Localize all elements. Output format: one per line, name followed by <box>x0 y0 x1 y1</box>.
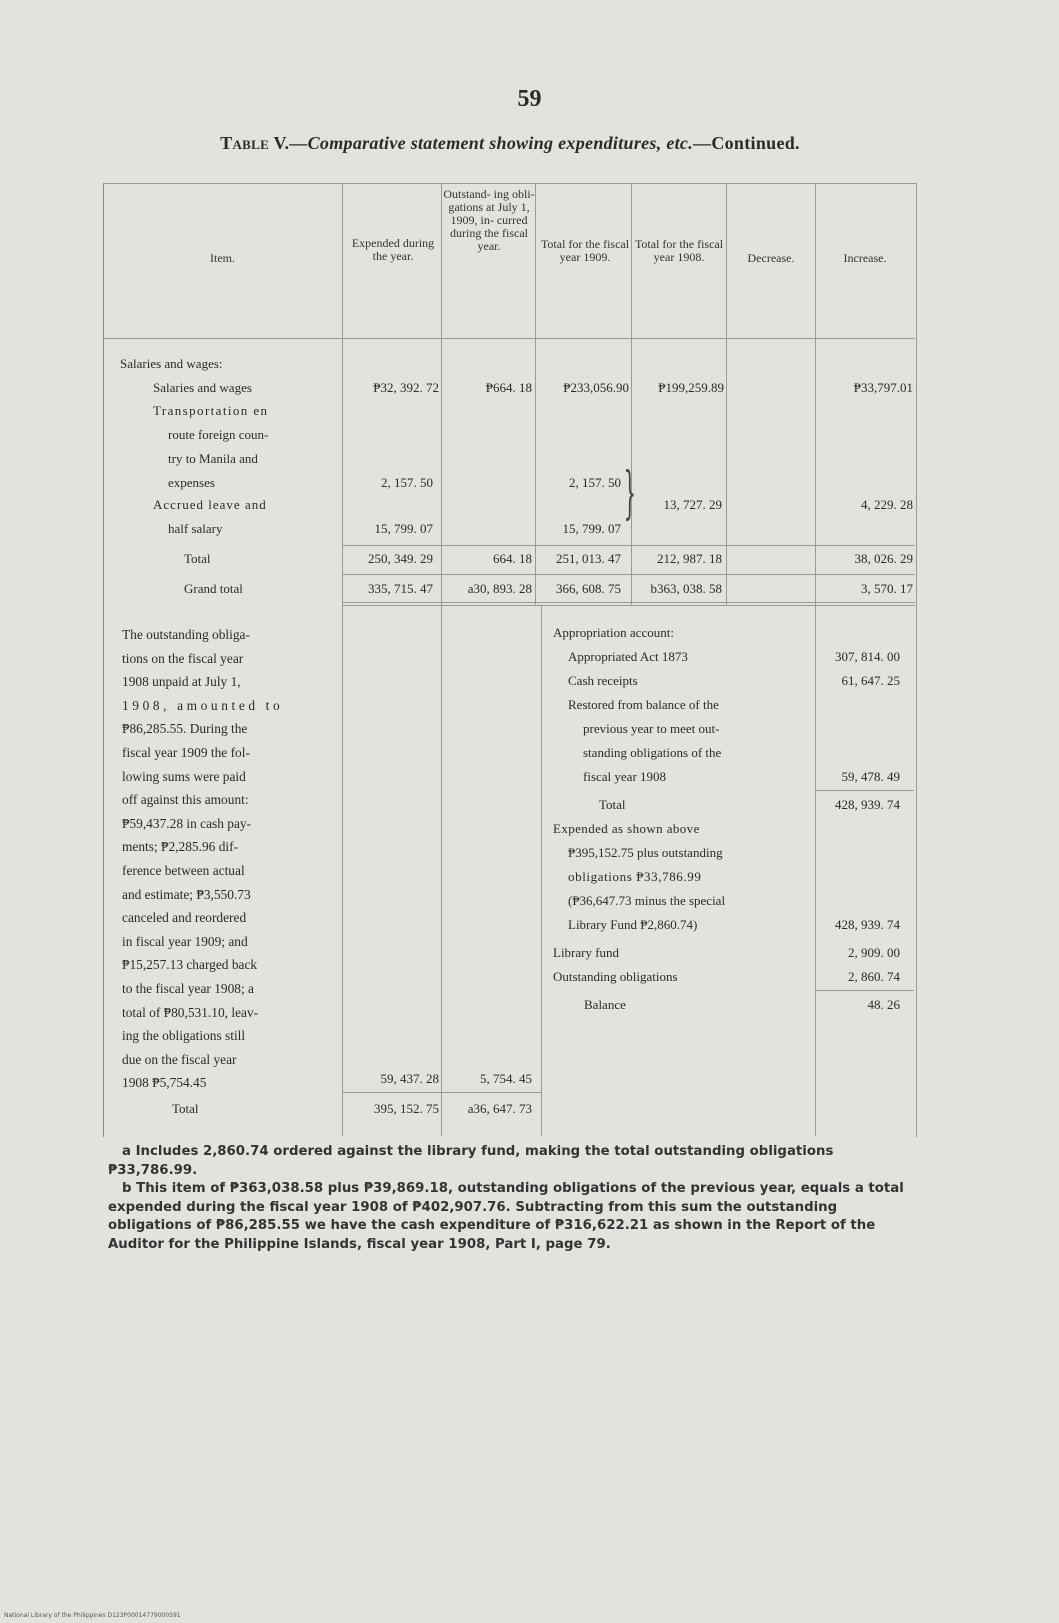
row-accrued-label-1: Accrued leave and <box>153 497 267 512</box>
note-line: fiscal year 1909 the fol- <box>122 744 250 760</box>
note-line: ments; ₱2,285.96 dif- <box>122 839 239 855</box>
row-salaries-total-1909: ₱233,056.90 <box>563 380 629 395</box>
appropriated-act-label: Appropriated Act 1873 <box>568 649 688 664</box>
grand-total-rule <box>343 574 915 575</box>
note-total-outstanding: a36, 647. 73 <box>467 1101 532 1116</box>
outstanding-note <box>122 623 340 1095</box>
note-line: 1908 ₱5,754.45 <box>122 1075 207 1091</box>
note-outstanding: 5, 754. 45 <box>480 1071 532 1086</box>
note-line: ₱59,437.28 in cash pay- <box>122 815 252 831</box>
header-outstanding: Outstand- ing obli- gations at July 1, 1909, in- curred during the fiscal year. <box>443 187 535 253</box>
brace-icon: } <box>623 461 637 526</box>
row-accrued-total-1908: 13, 727. 29 <box>663 497 722 512</box>
row-accrued-label-2: half salary <box>168 521 223 536</box>
row-transport-total-1909: 2, 157. 50 <box>569 475 621 490</box>
header-expended: Expended during the year. <box>351 236 435 263</box>
outstanding-obligations-value: 2, 860. 74 <box>848 969 900 984</box>
note-line: ₱15,257.13 charged back <box>122 957 258 973</box>
row-accrued-increase: 4, 229. 28 <box>861 497 913 512</box>
note-line: off against this amount: <box>122 792 249 808</box>
appropriation-heading: Appropriation account: <box>553 625 674 640</box>
restored-line: fiscal year 1908 <box>583 769 667 784</box>
header-item: Item. <box>210 251 235 265</box>
appropriated-act-value: 307, 814. 00 <box>835 649 900 664</box>
note-line: 1908, amounted to <box>122 697 284 713</box>
restored-line: previous year to meet out- <box>583 721 720 736</box>
expended-line: Library Fund ₱2,860.74) <box>568 917 698 932</box>
table-title <box>0 133 1020 154</box>
appropriation-total-label: Total <box>599 797 626 812</box>
restored-line: Restored from balance of the <box>568 697 719 712</box>
note-line: 1908 unpaid at July 1, <box>122 674 241 690</box>
restored-line: standing obligations of the <box>583 745 722 760</box>
header-rule <box>103 338 915 339</box>
grand-total-underline <box>343 602 915 603</box>
row-grand-total-total-1908: b363, 038. 58 <box>650 581 722 596</box>
note-line: and estimate; ₱3,550.73 <box>122 886 251 902</box>
note-line: ₱86,285.55. During the <box>122 721 248 737</box>
row-salaries-expended: ₱32, 392. 72 <box>373 380 439 395</box>
title-prefix: Table V. <box>220 133 290 153</box>
expended-line: obligations ₱33,786.99 <box>568 869 702 884</box>
note-line: The outstanding obliga- <box>122 627 250 642</box>
expended-value: 428, 939. 74 <box>835 917 900 932</box>
cash-receipts-label: Cash receipts <box>568 673 638 688</box>
note-total-expended: 395, 152. 75 <box>374 1101 439 1116</box>
header-decrease: Decrease. <box>747 251 795 265</box>
balance-value: 48. 26 <box>867 997 900 1012</box>
footnotes <box>108 1143 920 1254</box>
header-total-1908: Total for the fiscal year 1908. <box>634 237 724 264</box>
title-suffix: —Continued. <box>693 133 800 153</box>
row-accrued-expended: 15, 799. 07 <box>374 521 433 536</box>
row-grand-total-increase: 3, 570. 17 <box>861 581 913 596</box>
total-rule <box>343 545 915 546</box>
appropriation-total-rule <box>816 790 914 791</box>
row-total-expended: 250, 349. 29 <box>368 551 433 566</box>
note-line: to the fiscal year 1908; a <box>122 980 254 996</box>
row-transport-label-2: route foreign coun- <box>168 427 269 442</box>
header-increase: Increase. <box>843 251 887 265</box>
library-fund-label: Library fund <box>553 945 620 960</box>
row-total-total-1909: 251, 013. 47 <box>556 551 621 566</box>
grand-total-underline <box>343 605 915 606</box>
row-grand-total-expended: 335, 715. 47 <box>368 581 433 596</box>
note-total-label: Total <box>172 1101 199 1116</box>
row-transport-label-4: expenses <box>168 475 215 490</box>
note-line: tions on the fiscal year <box>122 650 244 666</box>
row-grand-total-total-1909: 366, 608. 75 <box>556 581 621 596</box>
expended-line: Expended as shown above <box>553 821 700 836</box>
appropriation-total-value: 428, 939. 74 <box>835 797 900 812</box>
col-rule <box>441 605 442 1136</box>
col-rule <box>541 605 542 1136</box>
note-expended: 59, 437. 28 <box>380 1071 439 1086</box>
row-accrued-total-1909: 15, 799. 07 <box>562 521 621 536</box>
note-line: canceled and reordered <box>122 910 247 926</box>
footnote-a: a Includes 2,860.74 ordered against the library fund, making the total outstanding obligations ₱33,786.99. <box>108 1144 834 1178</box>
expended-line: (₱36,647.73 minus the special <box>568 893 726 908</box>
row-salaries-label: Salaries and wages <box>153 380 252 395</box>
restored-value: 59, 478. 49 <box>841 769 900 784</box>
note-line: ference between actual <box>122 862 245 878</box>
row-total-increase: 38, 026. 29 <box>854 551 913 566</box>
row-transport-expended: 2, 157. 50 <box>381 475 433 490</box>
note-line: in fiscal year 1909; and <box>122 933 248 949</box>
header-total-1909: Total for the fiscal year 1909. <box>540 237 630 264</box>
row-total-total-1908: 212, 987. 18 <box>657 551 722 566</box>
row-total-label: Total <box>184 551 211 566</box>
expended-line: ₱395,152.75 plus outstanding <box>568 845 723 860</box>
row-total-outstanding: 664. 18 <box>493 551 532 566</box>
col-rule <box>342 605 343 1136</box>
footnote-b: b This item of ₱363,038.58 plus ₱39,869.18, outstanding obligations of the previous year, equals a total expended during the fiscal year 1908 of ₱402,907.76. Subtracting from this sum the outstanding obligations of ₱86,285.55 we have the cash expenditure of ₱316,622.21 as shown in the Report of the Auditor for the Philippine Islands, fiscal year 1908, Part I, page 79. <box>108 1181 904 1252</box>
note-line: total of ₱80,531.10, leav- <box>122 1004 259 1020</box>
imprint: National Library of the Philippines D123P00014779000591 <box>4 1612 181 1619</box>
note-line: due on the fiscal year <box>122 1051 237 1067</box>
library-fund-value: 2, 909. 00 <box>848 945 900 960</box>
title-italic: —Comparative statement showing expenditures, etc. <box>289 133 694 153</box>
note-total-rule <box>343 1092 541 1093</box>
cash-receipts-value: 61, 647. 25 <box>841 673 900 688</box>
row-salaries-outstanding: ₱664. 18 <box>485 380 532 395</box>
outstanding-obligations-label: Outstanding obligations <box>553 969 678 984</box>
col-rule <box>726 183 727 605</box>
row-salaries-total-1908: ₱199,259.89 <box>658 380 724 395</box>
section-label: Salaries and wages: <box>120 356 223 371</box>
balance-rule <box>816 990 914 991</box>
row-salaries-increase: ₱33,797.01 <box>853 380 913 395</box>
row-grand-total-outstanding: a30, 893. 28 <box>467 581 532 596</box>
page-number: 59 <box>517 86 542 112</box>
note-line: ing the obligations still <box>122 1028 246 1044</box>
row-transport-label-1: Transportation en <box>153 403 269 418</box>
row-transport-label-3: try to Manila and <box>168 451 258 466</box>
row-grand-total-label: Grand total <box>184 581 243 596</box>
note-line: lowing sums were paid <box>122 768 246 784</box>
balance-label: Balance <box>584 997 626 1012</box>
